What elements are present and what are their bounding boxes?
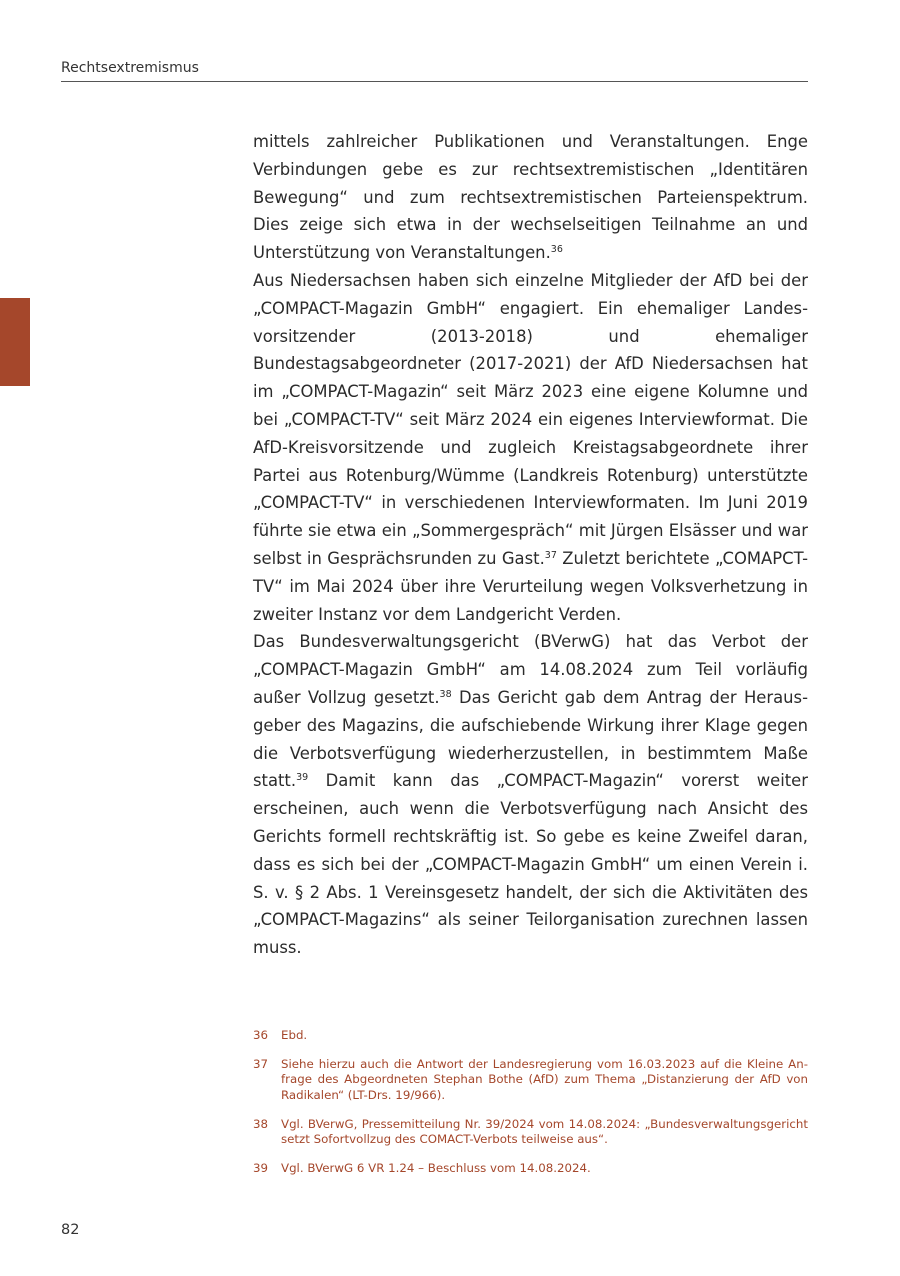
footnote-text: Vgl. BVerwG 6 VR 1.24 – Beschluss vom 14.08.2024. [281, 1161, 591, 1176]
footnote-ref[interactable]: 36 [550, 244, 563, 256]
header-rule [61, 81, 808, 82]
footnote-text: Ebd. [281, 1028, 308, 1042]
paragraph [253, 628, 808, 962]
footnote-number: 38 [253, 1116, 269, 1131]
paragraph-text: Das Gericht gab dem Antrag der Herausgeber des Magazins, die aufschiebende Wirkung ihrer Klage gegen die Verbotsverfügung wiederherzustellen, in bestimmtem Maße statt. [253, 687, 809, 791]
footnote-number: 37 [253, 1057, 269, 1072]
footnote-text: Vgl. BVerwG, Pressemitteilung Nr. 39/2024 vom 14.08.2024: „Bundesverwaltungsgericht setzt Sofortvollzug des COMACT-Verbots teilweise aus“. [281, 1116, 808, 1147]
footnote [253, 1057, 808, 1103]
footnote [253, 1161, 808, 1176]
body-text [253, 128, 808, 962]
footnote [253, 1028, 808, 1043]
footnote-number: 36 [253, 1028, 269, 1042]
running-head-title: Rechtsextremismus [61, 60, 199, 76]
paragraph-text: Aus Niedersachsen haben sich einzelne Mitglieder der AfD bei der „COMPACT-Magazin GmbH“ engagiert. Ein ehemaliger Landesvorsitzender (2013-2018) und ehemaliger Bundestagsabgeordneter (2017-2021) der AfD Niedersachsen hat im „COMPACT-Magazin“ seit März 2023 eine eigene Kolumne und bei „COMPACT-TV“ seit März 2024 ein eigenes Interviewformat. Die AfD-Kreisvorsitzende und zugleich Kreistagsabgeordnete ihrer Partei aus Rotenburg/​Wümme (Landkreis Rotenburg) unterstützte „COMPACT-TV“ in verschiedenen Interviewformaten. Im Juni 2019 führte sie etwa ein „Sommergespräch“ mit Jürgen Elsässer und war selbst in Gesprächsrunden zu Gast. [253, 270, 808, 568]
footnote-ref[interactable]: 39 [296, 772, 309, 784]
footnotes [253, 1028, 808, 1190]
paragraph-text: Das Bundesverwaltungsgericht (BVerwG) hat das Verbot der „COMPACT-Magazin GmbH“ am 14.08.2024 zum Teil vorläufig außer Vollzug gesetzt. [253, 632, 808, 707]
footnote-number: 39 [253, 1161, 269, 1176]
footnote-ref[interactable]: 38 [439, 688, 452, 700]
page-number: 82 [61, 1222, 80, 1238]
footnote-text: Siehe hierzu auch die Antwort der Landesregierung vom 16.03.2023 auf die Kleine Anfrage des Abgeordneten Stephan Bothe (AfD) zum Thema „Distanzierung der AfD von Radikalen“ (LT-Drs. 19/966). [281, 1057, 808, 1102]
paragraph-text: mittels zahlreicher Publikationen und Veranstaltungen. Enge Verbindungen gebe es zur rechtsextremistischen „Identitären Bewegung“ und zum rechtsextremistischen Parteienspektrum. Dies zeige sich etwa in der wechselseitigen Teilnahme an und Unterstützung von Veranstaltungen. [253, 132, 808, 263]
paragraph [253, 128, 808, 267]
footnote-ref[interactable]: 37 [544, 549, 557, 561]
paragraph-text: Damit kann das „COMPACT-Magazin“ vorerst weiter erscheinen, auch wenn die Verbotsverfügung nach Ansicht des Gerichts formell rechtskräftig ist. So gebe es keine Zweifel daran, dass es sich bei der „COMPACT-Magazin GmbH“ um einen Verein i. S. v. § 2 Abs. 1 Vereinsgesetz handelt, der sich die Aktivitäten des „COMPACT-Magazins“ als seiner Teilorganisation zurechnen lassen muss. [253, 771, 808, 958]
footnote [253, 1117, 808, 1147]
paragraph [253, 267, 808, 628]
paragraph-text: Zuletzt berichtete „COMAPCT-TV“ im Mai 2024 über ihre Verurteilung wegen Volksverhetzung in zweiter Instanz vor dem Landgericht Verden. [253, 548, 809, 624]
chapter-side-tab [0, 298, 30, 386]
